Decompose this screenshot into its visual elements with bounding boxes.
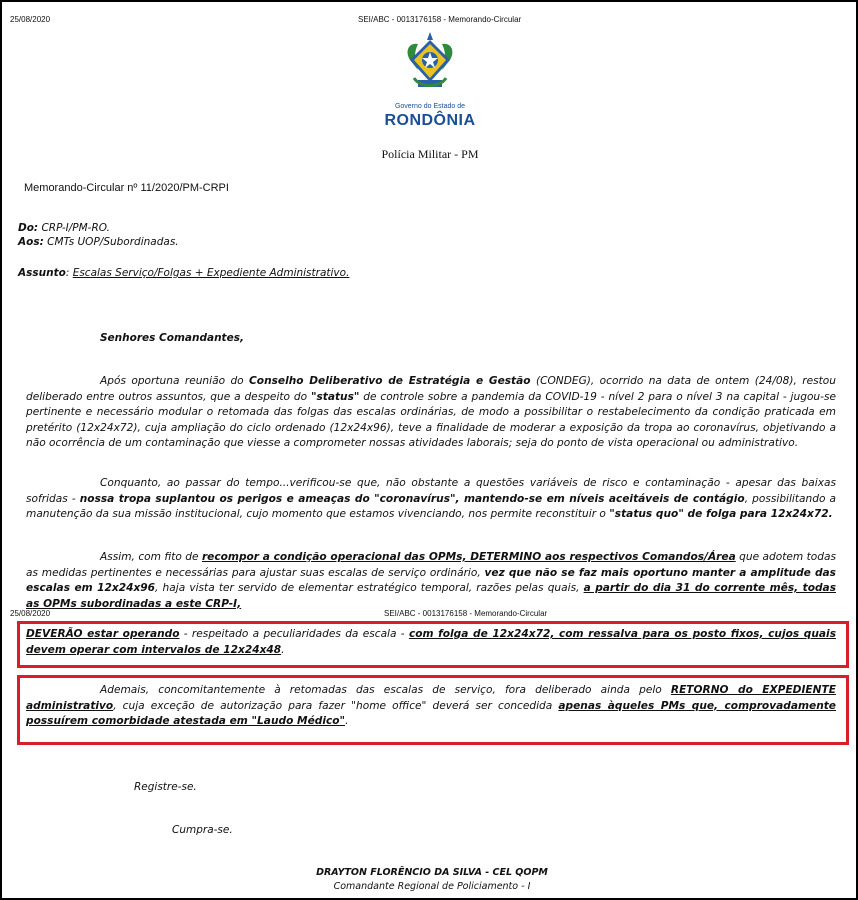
header-doc-ref-page-2: SEI/ABC - 0013176158 - Memorando-Circular xyxy=(384,609,548,618)
p2-text-2: , possibilitando a manutenção da sua missão institucional, cujo momento que estamos vivenciando, nos permite reconstituir o xyxy=(26,492,837,520)
p1-bold-1: Conselho Deliberativo de Estratégia e Gestão xyxy=(249,375,531,387)
p3-bold-underline-1: recompor a condição operacional das OPMs, DETERMINO aos respectivos Comandos/Área xyxy=(201,551,736,563)
from-line xyxy=(18,222,110,234)
p2-text-1: Conquanto, ao passar do tempo...verificou-se que, não obstante a questões variáveis de risco e contaminação - apesar das baixas sofridas - xyxy=(26,477,836,505)
paragraph-4 xyxy=(26,627,836,658)
p1-text-1: Após oportuna reunião do xyxy=(100,375,250,387)
paragraph-1 xyxy=(26,374,836,452)
to-value: CMTs UOP/Subordinadas. xyxy=(43,236,179,248)
p5-bold-underline-1: RETORNO do EXPEDIENTE administrativo xyxy=(26,684,836,712)
signature-name: DRAYTON FLORÊNCIO DA SILVA - CEL QOPM xyxy=(316,867,548,878)
p1-text-2: (CONDEG), ocorrido na data de ontem (24/08), restou deliberado entre outros assuntos, que a despeito do xyxy=(26,375,836,403)
org-name: Polícia Militar - PM xyxy=(381,147,479,161)
p3-text-3: , haja vista ter servido de elementar estratégico temporal, razões pelas quais, xyxy=(155,582,584,594)
header-date-page-2: 25/08/2020 xyxy=(10,609,51,618)
subject-value: Escalas Serviço/Folgas + Expediente Administrativo. xyxy=(72,267,350,279)
signature-role: Comandante Regional de Policiamento - I xyxy=(333,881,531,892)
greeting: Senhores Comandantes, xyxy=(100,332,244,344)
p4-bold-underline-1: DEVERÃO estar operando xyxy=(26,628,180,640)
p2-bold-1: nossa tropa suplantou os perigos e ameaças do "coronavírus", mantendo-se em níveis aceitáveis de contágio xyxy=(79,492,745,505)
gov-line: Governo do Estado de xyxy=(394,103,466,110)
p4-text-2: . xyxy=(281,643,285,656)
p3-text-1: Assim, com fito de xyxy=(100,551,202,563)
from-label: Do: xyxy=(18,222,39,234)
memo-number: Memorando-Circular nº 11/2020/PM-CRPI xyxy=(24,182,229,194)
closing-comply: Cumpra-se. xyxy=(172,824,233,836)
to-line xyxy=(18,236,179,248)
p2-bold-2: "status quo" de folga para 12x24x72. xyxy=(609,508,833,520)
p3-text-2: que adotem todas as medidas pertinentes e necessárias para ajustar suas escalas de serviço ordinário, xyxy=(26,551,836,579)
paragraph-2 xyxy=(26,476,836,523)
p5-text-3: . xyxy=(345,715,349,727)
to-label: Aos: xyxy=(18,236,44,248)
paragraph-5 xyxy=(26,683,836,730)
subject-colon: : xyxy=(65,267,73,279)
closing-register: Registre-se. xyxy=(134,781,197,793)
state-name: RONDÔNIA xyxy=(384,112,476,129)
subject-label: Assunto xyxy=(18,267,66,279)
paragraph-3 xyxy=(26,550,836,612)
from-value: CRP-I/PM-RO. xyxy=(38,222,110,234)
p1-text-3: de controle sobre a pandemia da COVID-19 - nível 2 para o nível 3 na capital - jugou-se pertinente e necessário modular o retomada das folgas das escalas ordinárias, de modo a possibilitar o restabelecimento da condição praticada em pretérito (12x24x72), cuja ampliação do ciclo ordenado (12x24x96), teve a finalidade de moderar a exposição da tropa ao coronavírus, objetivando a não ocorrência de um contaminação que viesse a comprometer nossas atividades laborais; seja do ponto de vista operacional ou administrativo. xyxy=(26,390,836,449)
p4-text-1: - respeitado a peculiaridades da escala - xyxy=(179,628,409,640)
subject-line xyxy=(18,267,349,279)
p5-text-1: Ademais, concomitantemente à retomadas das escalas de serviço, fora deliberado ainda pelo xyxy=(100,684,671,696)
coat-of-arms-icon xyxy=(400,30,460,96)
header-date: 25/08/2020 xyxy=(10,15,51,24)
p3-bold-1: vez que não se faz mais oportuno manter a amplitude das escalas em 12x24x96 xyxy=(26,566,836,594)
p1-bold-2: "status" xyxy=(310,390,360,403)
p3-bold-underline-2: a partir do dia 31 do corrente mês, todas as OPMs subordinadas a este CRP-I, xyxy=(26,582,837,610)
p5-text-2: , cuja exceção de autorização para fazer "home office" deverá ser concedida xyxy=(113,699,559,712)
header-doc-ref: SEI/ABC - 0013176158 - Memorando-Circular xyxy=(358,15,522,24)
p5-bold-underline-2: apenas àqueles PMs que, comprovadamente possuírem comorbidade atestada em "Laudo Médico" xyxy=(26,699,836,727)
p4-bold-underline-2: com folga de 12x24x72, com ressalva para os posto fixos, cujos quais devem operar com intervalos de 12x24x48 xyxy=(26,628,836,656)
